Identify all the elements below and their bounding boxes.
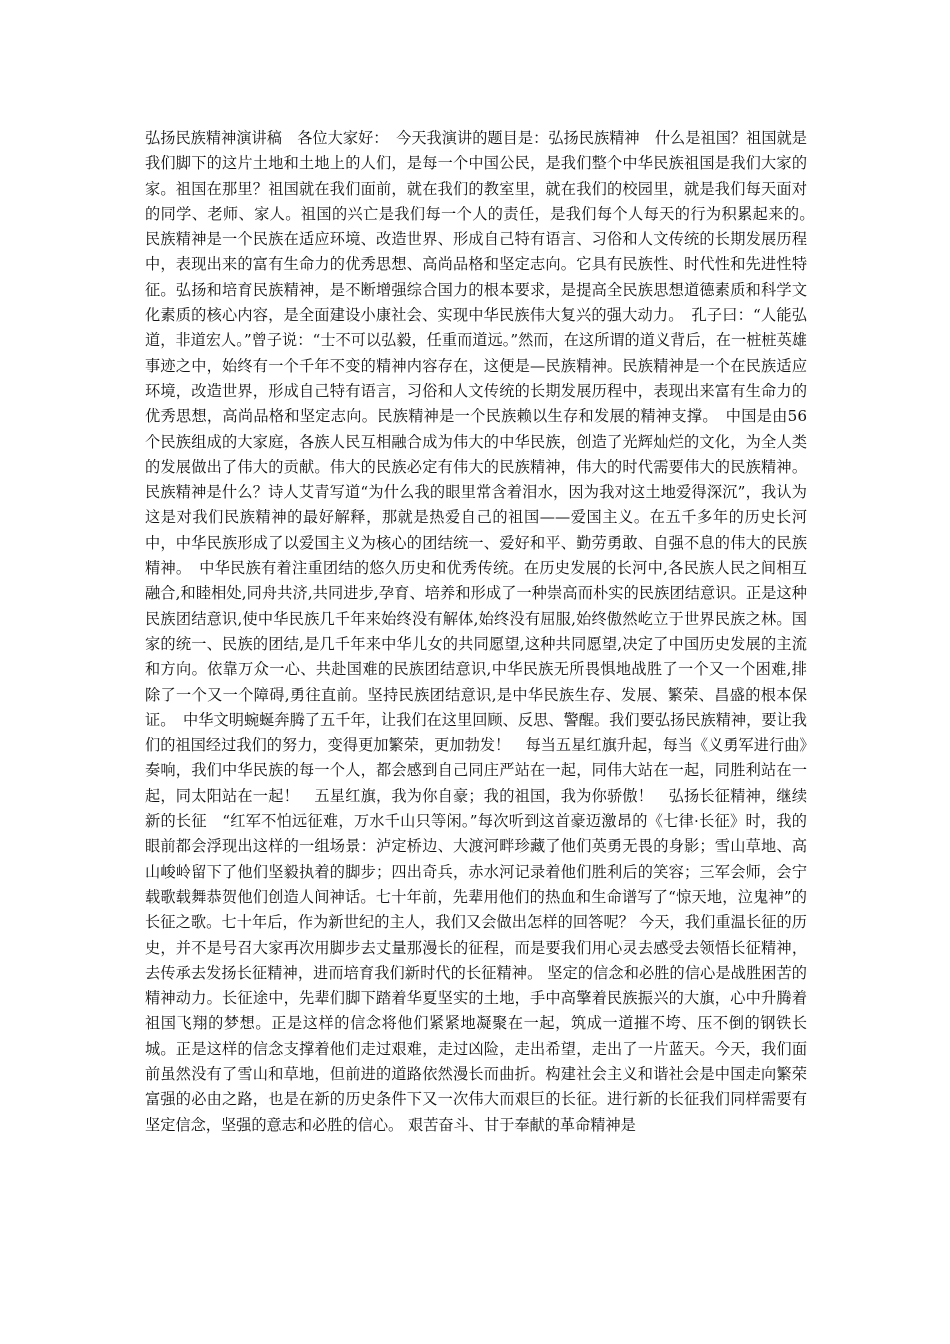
speech-body-text: 弘扬民族精神演讲稿 各位大家好： 今天我演讲的题目是：弘扬民族精神 什么是祖国？祖国就是我们脚下的这片土地和土地上的人们，是每一个中国公民，是我们整个中华民族祖国是我们大家的家。祖国在那里？祖国就在我们面前，就在我们的教室里，就在我们的校园里，就是我们每天面对的同学、老师、家人。祖国的兴亡是我们每一个人的责任，是我们每个人每天的行为积累起来的。 民族精神是一个民族在适应环境、改造世界、形成自己特有语言、习俗和人文传统的长期发展历程中，表现出来的富有生命力的优秀思想、高尚品格和坚定志向。它具有民族性、时代性和先进性特征。弘扬和培育民族精神，是不断增强综合国力的根本要求，是提高全民族思想道德素质和科学文化素质的核心内容，是全面建设小康社会、实现中华民族伟大复兴的强大动力。 孔子曰：“人能弘道，非道宏人。”曾子说：“士不可以弘毅，任重而道远。”然而，在这所谓的道义背后，在一桩桩英雄事迹之中，始终有一个千年不变的精神内容存在，这便是—民族精神。民族精神是一个在民族适应环境，改造世界，形成自己特有语言，习俗和人文传统的长期发展历程中，表现出来富有生命力的优秀思想，高尚品格和坚定志向。民族精神是一个民族赖以生存和发展的精神支撑。 中国是由56个民族组成的大家庭，各族人民互相融合成为伟大的中华民族，创造了光辉灿烂的文化，为全人类的发展做出了伟大的贡献。伟大的民族必定有伟大的民族精神，伟大的时代需要伟大的民族精神。民族精神是什么？诗人艾青写道“为什么我的眼里常含着泪水，因为我对这土地爱得深沉”，我认为这是对我们民族精神的最好解释，那就是热爱自己的祖国——爱国主义。在五千多年的历史长河中，中华民族形成了以爱国主义为核心的团结统一、爱好和平、勤劳勇敢、自强不息的伟大的民族精神。 中华民族有着注重团结的悠久历史和优秀传统。在历史发展的长河中,各民族人民之间相互融合,和睦相处,同舟共济,共同进步,孕育、培养和形成了一种崇高而朴实的民族团结意识。正是这种民族团结意识,使中华民族几千年来始终没有解体,始终没有屈服,始终傲然屹立于世界民族之林。国家的统一、民族的团结,是几千年来中华儿女的共同愿望,这种共同愿望,决定了中国历史发展的主流和方向。依靠万众一心、共赴国难的民族团结意识,中华民族无所畏惧地战胜了一个又一个困难,排除了一个又一个障碍,勇往直前。坚持民族团结意识,是中华民族生存、发展、繁荣、昌盛的根本保证。 中华文明蜿蜒奔腾了五千年，让我们在这里回顾、反思、警醒。我们要弘扬民族精神，要让我们的祖国经过我们的努力，变得更加繁荣，更加勃发！ 每当五星红旗升起，每当《义勇军进行曲》奏响，我们中华民族的每一个人，都会感到自己同庄严站在一起，同伟大站在一起，同胜利站在一起，同太阳站在一起！ 五星红旗，我为你自豪；我的祖国，我为你骄傲！ 弘扬长征精神，继续新的长征 “红军不怕远征难，万水千山只等闲。”每次听到这首豪迈激昂的《七律·长征》时，我的眼前都会浮现出这样的一组场景：泸定桥边、大渡河畔珍藏了他们英勇无畏的身影；雪山草地、高山峻岭留下了他们坚毅执着的脚步；四出奇兵，赤水河记录着他们胜利后的笑容；三军会师，会宁载歌载舞恭贺他们创造人间神话。七十年前，先辈用他们的热血和生命谱写了“惊天地，泣鬼神”的长征之歌。七十年后，作为新世纪的主人，我们又会做出怎样的回答呢？ 今天，我们重温长征的历史，并不是号召大家再次用脚步去丈量那漫长的征程，而是要我们用心灵去感受去领悟长征精神，去传承去发扬长征精神，进而培育我们新时代的长征精神。 坚定的信念和必胜的信心是战胜困苦的精神动力。长征途中，先辈们脚下踏着华夏坚实的土地，手中高擎着民族振兴的大旗，心中升腾着祖国飞翔的梦想。正是这样的信念将他们紧紧地凝聚在一起，筑成一道摧不垮、压不倒的钢铁长城。正是这样的信念支撑着他们走过艰难，走过凶险，走出希望，走出了一片蓝天。今天，我们面前虽然没有了雪山和草地，但前进的道路依然漫长而曲折。构建社会主义和谐社会是中国走向繁荣富强的必由之路，也是在新的历史条件下又一次伟大而艰巨的长征。进行新的长征我们同样需要有坚定信念，坚强的意志和必胜的信心。 艰苦奋斗、甘于奉献的革命精神是	[145, 129, 823, 1134]
